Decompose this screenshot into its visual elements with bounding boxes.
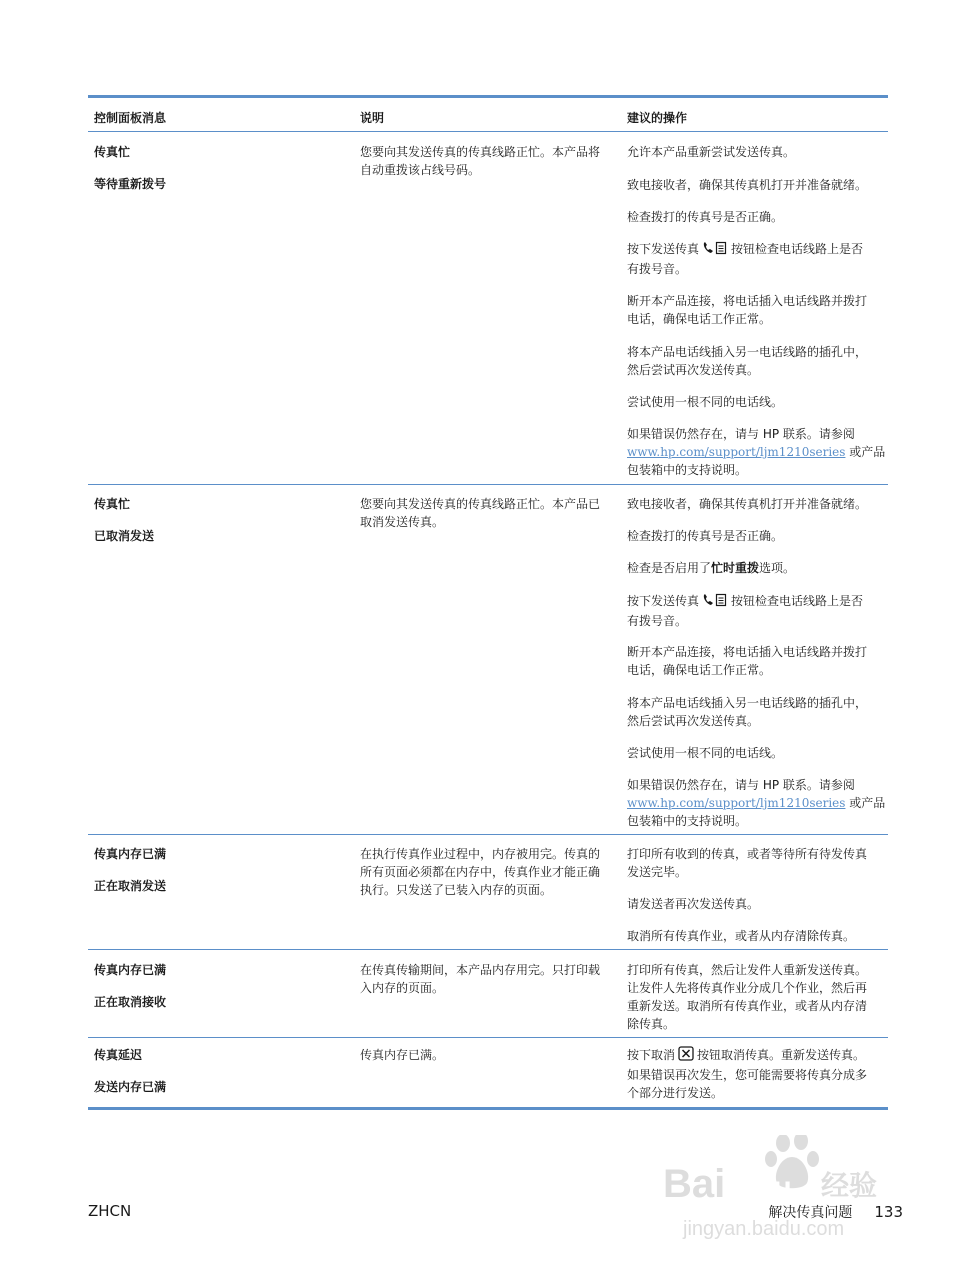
header-message: 控制面板消息	[94, 111, 167, 125]
action-item: 致电接收者，确保其传真机打开并准备就绪。	[627, 178, 868, 192]
action-item: 打印所有收到的传真，或者等待所有待发传真 发送完毕。	[627, 847, 868, 879]
action-item: 如果错误仍然存在，请与 HP 联系。请参阅 www.hp.com/support/ljm1210series 或产品 包装箱中的支持说明。	[627, 427, 886, 477]
cancel-icon	[678, 1046, 694, 1066]
message-primary: 传真内存已满	[94, 847, 167, 861]
action-item: 断开本产品连接，将电话插入电话线路并拨打 电话，确保电话工作正常。	[627, 645, 868, 677]
action-item: 断开本产品连接，将电话插入电话线路并拨打 电话，确保电话工作正常。	[627, 294, 868, 326]
header-description: 说明	[360, 111, 385, 125]
send-fax-icon	[702, 241, 728, 260]
table-row	[88, 1038, 888, 1107]
message-secondary: 已取消发送	[94, 529, 155, 543]
action-item: 按下取消 按钮取消传真。重新发送传真。	[627, 1046, 883, 1066]
message-secondary: 正在取消发送	[94, 879, 167, 893]
svg-text:经验: 经验	[821, 1169, 878, 1202]
action-item: 取消所有传真作业，或者从内存清除传真。	[627, 929, 856, 943]
footer-section-title: 解决传真问题	[768, 1205, 853, 1221]
svg-text:Bai: Bai	[663, 1162, 726, 1206]
action-item: 致电接收者，确保其传真机打开并准备就绪。	[627, 497, 868, 511]
row-description: 您要向其发送传真的传真线路正忙。本产品将 自动重拨该占线号码。	[360, 145, 601, 177]
send-fax-icon	[702, 593, 728, 612]
action-item: 按下发送传真 按钮检查电话线路上是否 有拨号音。	[627, 594, 864, 628]
support-link[interactable]: www.hp.com/support/ljm1210series	[627, 445, 846, 459]
action-item: 打印所有传真，然后让发件人重新发送传真。 让发件人先将传真作业分成几个作业，然后再 重新发送。取消所有传真作业，或者从内存清 除传真。	[627, 963, 868, 1031]
table-row	[88, 485, 888, 835]
svg-text:jingyan.baidu.com: jingyan.baidu.com	[683, 1218, 845, 1240]
message-primary: 传真延迟	[94, 1048, 143, 1062]
header-action: 建议的操作	[627, 111, 688, 125]
action-item: 尝试使用一根不同的电话线。	[627, 746, 784, 760]
svg-text:du: du	[755, 1171, 792, 1204]
action-item: 尝试使用一根不同的电话线。	[627, 395, 784, 409]
action-item: 将本产品电话线插入另一电话线路的插孔中， 然后尝试再次发送传真。	[627, 696, 868, 728]
page-number: 133	[874, 1203, 903, 1221]
row-description: 在执行传真作业过程中，内存被用完。传真的 所有页面必须都在内存中，传真作业才能正确 执行。只发送了已装入内存的页面。	[360, 847, 601, 897]
action-item: 请发送者再次发送传真。	[627, 897, 760, 911]
message-primary: 传真内存已满	[94, 963, 167, 977]
action-item: 如果错误再次发生，您可能需要将传真分成多 个部分进行发送。	[627, 1068, 868, 1100]
table-row	[88, 950, 888, 1038]
action-item: 将本产品电话线插入另一电话线路的插孔中， 然后尝试再次发送传真。	[627, 345, 868, 377]
action-item: 检查拨打的传真号是否正确。	[627, 529, 784, 543]
fax-messages-table	[88, 95, 888, 1110]
table-bottom-rule	[88, 1107, 888, 1110]
footer-locale: ZHCN	[88, 1202, 132, 1220]
table-row	[88, 835, 888, 950]
row-description: 传真内存已满。	[360, 1048, 445, 1062]
message-secondary: 等待重新拨号	[94, 177, 167, 191]
action-item: 检查拨打的传真号是否正确。	[627, 210, 784, 224]
message-primary: 传真忙	[94, 497, 131, 511]
message-secondary: 正在取消接收	[94, 995, 167, 1009]
table-row	[88, 132, 888, 485]
support-link[interactable]: www.hp.com/support/ljm1210series	[627, 796, 846, 810]
action-item: 允许本产品重新尝试发送传真。	[627, 145, 796, 159]
action-item: 如果错误仍然存在，请与 HP 联系。请参阅 www.hp.com/support/ljm1210series 或产品 包装箱中的支持说明。	[627, 778, 886, 828]
message-primary: 传真忙	[94, 145, 131, 159]
row-description: 您要向其发送传真的传真线路正忙。本产品已 取消发送传真。	[360, 497, 601, 529]
action-item: 检查是否启用了忙时重拨选项。	[627, 561, 796, 575]
action-item: 按下发送传真 按钮检查电话线路上是否 有拨号音。	[627, 242, 864, 276]
row-description: 在传真传输期间，本产品内存用完。只打印载 入内存的页面。	[360, 963, 601, 995]
table-header	[88, 98, 888, 132]
message-secondary: 发送内存已满	[94, 1080, 167, 1094]
baidu-watermark	[655, 1135, 905, 1253]
footer-section	[768, 1202, 903, 1222]
